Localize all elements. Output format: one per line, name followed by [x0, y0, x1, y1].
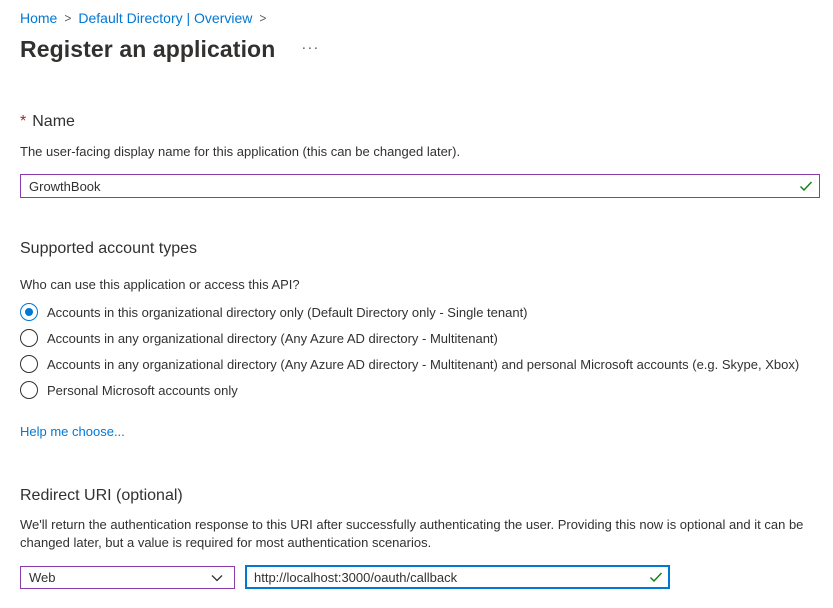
name-section-title [20, 113, 75, 131]
name-description: The user-facing display name for this application (this can be changed later). [20, 144, 461, 159]
required-marker: * [20, 113, 27, 130]
redirect-uri-field-wrapper [245, 565, 670, 589]
radio-button[interactable] [20, 381, 38, 399]
radio-option-multitenant-personal[interactable] [20, 355, 799, 373]
title-row [20, 36, 319, 63]
redirect-uri-title: Redirect URI (optional) [20, 487, 183, 504]
platform-select[interactable] [20, 566, 235, 589]
radio-option-single-tenant[interactable] [20, 303, 528, 321]
radio-button[interactable] [20, 355, 38, 373]
more-options-button[interactable]: ··· [301, 39, 320, 56]
breadcrumb [20, 9, 273, 27]
help-me-choose-link[interactable]: Help me choose... [20, 424, 125, 439]
breadcrumb-home-link[interactable]: Home [20, 10, 58, 26]
radio-option-label: Accounts in this organizational directory only (Default Directory only - Single tenant) [47, 304, 528, 320]
redirect-description-line1: We'll return the authentication response to this URI after successfully authenticating the user. Providing this now is optional and it can be [20, 517, 804, 532]
breadcrumb-directory-link[interactable]: Default Directory | Overview [78, 10, 253, 26]
redirect-uri-input[interactable] [246, 566, 649, 588]
platform-select-value: Web [29, 570, 56, 585]
redirect-description [20, 516, 803, 552]
radio-option-multitenant[interactable] [20, 329, 498, 347]
name-label: Name [32, 113, 75, 130]
checkmark-icon [649, 570, 663, 584]
account-types-title: Supported account types [20, 240, 198, 257]
name-input[interactable] [21, 175, 799, 197]
chevron-right-icon: > [259, 10, 267, 26]
radio-option-label: Personal Microsoft accounts only [47, 382, 238, 398]
chevron-down-icon [211, 574, 223, 582]
radio-option-personal-only[interactable] [20, 381, 238, 399]
checkmark-icon [799, 179, 813, 193]
radio-option-label: Accounts in any organizational directory (Any Azure AD directory - Multitenant) and personal Microsoft accounts (e.g. Skype, Xbox) [47, 356, 800, 372]
page-title: Register an application [20, 36, 276, 62]
account-types-question: Who can use this application or access this API? [20, 277, 300, 292]
radio-option-label: Accounts in any organizational directory (Any Azure AD directory - Multitenant) [47, 330, 498, 346]
name-field-wrapper [20, 174, 820, 198]
radio-button[interactable] [20, 329, 38, 347]
radio-button-checked[interactable] [20, 303, 38, 321]
redirect-description-line2: changed later, but a value is required for most authentication scenarios. [20, 535, 432, 550]
chevron-right-icon: > [64, 10, 72, 26]
